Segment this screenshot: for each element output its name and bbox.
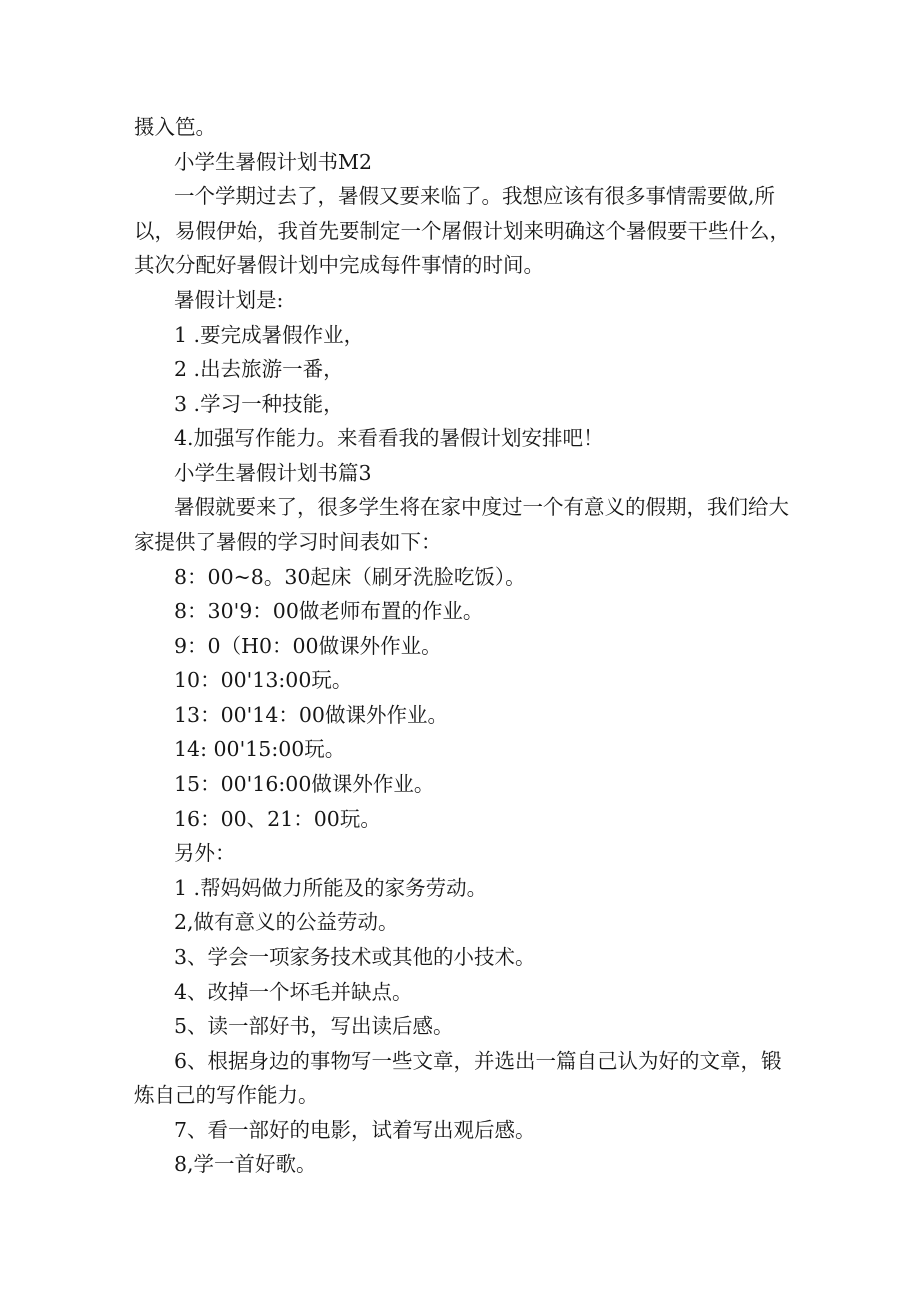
list-item: 6、根据身边的事物写一些文章，并选出一篇自己认为好的文章，锻 (174, 1049, 782, 1073)
schedule-item: 8：30'9：00做老师布置的作业。 (174, 599, 484, 623)
text-line: 暑假就要来了，很多学生将在家中度过一个有意义的假期，我们给大 (174, 495, 789, 519)
list-item: 8,学一首好歌。 (174, 1152, 317, 1176)
text-line: 一个学期过去了，暑假又要来临了。我想应该有很多事情需要做,所 (174, 184, 776, 208)
text-line: 摄入笆。 (134, 115, 216, 139)
text-line: 以，易假伊始，我首先要制定一个屠假计划来明确这个暑假要干些什么， (134, 219, 790, 243)
list-item: 7、看一部好的电影，试着写出观后感。 (174, 1118, 536, 1142)
list-item: 2,做有意义的公益劳动。 (174, 910, 399, 934)
text-line: 其次分配好暑假计划中完成每件事情的时间。 (134, 253, 544, 277)
list-item: 5、读一部好书，写出读后感。 (174, 1014, 454, 1038)
list-item: 2 .出去旅游一番， (174, 357, 344, 381)
text-line: 炼自己的写作能力。 (134, 1083, 319, 1107)
schedule-item: 16：00、21：00玩。 (174, 807, 381, 831)
list-item: 4.加强写作能力。来看看我的暑假计划安排吧！ (174, 426, 604, 450)
schedule-item: 10：00'13:00玩。 (174, 668, 353, 692)
schedule-item: 8：00~8。30起床（刷牙洗脸吃饭）。 (174, 565, 526, 589)
text-line: 家提供了暑假的学习时间表如下： (134, 530, 442, 554)
list-item: 3、学会一项家务技术或其他的小技术。 (174, 945, 536, 969)
list-item: 1 .帮妈妈做力所能及的家务劳动。 (174, 876, 488, 900)
list-item: 4、改掉一个坏毛并缺点。 (174, 980, 413, 1004)
list-item: 1 .要完成暑假作业， (174, 323, 365, 347)
text-line: 另外： (174, 841, 236, 865)
list-item: 3 .学习一种技能， (174, 392, 344, 416)
section-heading: 小学生暑假计划书M2 (174, 150, 373, 174)
schedule-item: 13：00'14：00做课外作业。 (174, 703, 448, 727)
section-heading: 小学生暑假计划书篇3 (174, 461, 372, 485)
schedule-item: 14: 00'15:00玩。 (174, 737, 346, 761)
text-line: 暑假计划是: (174, 288, 284, 312)
schedule-item: 9：0（H0：00做课外作业。 (174, 634, 442, 658)
schedule-item: 15：00'16:00做课外作业。 (174, 772, 435, 796)
